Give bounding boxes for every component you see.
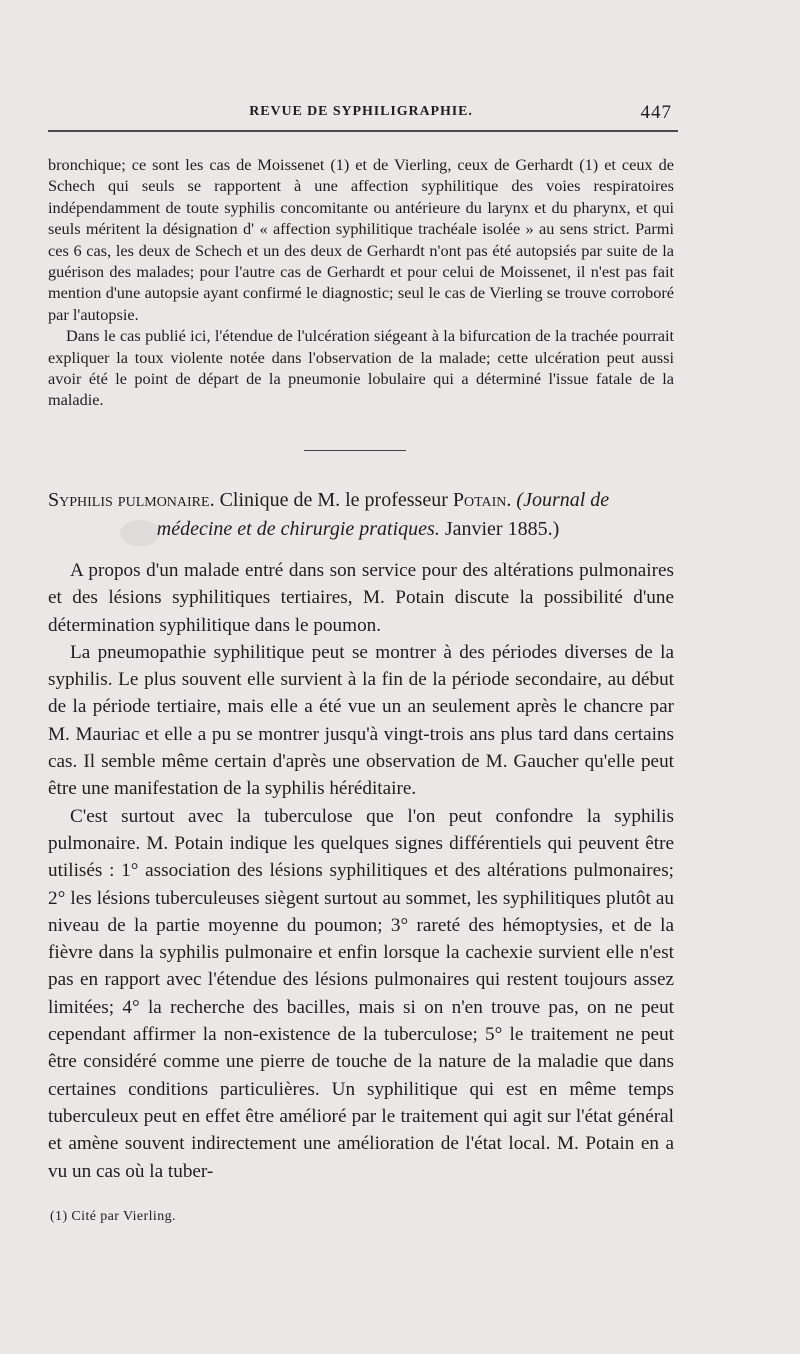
footnote: (1) Cité par Vierling.	[50, 1209, 176, 1224]
article-title	[48, 486, 688, 544]
title-date: Janvier 1885.)	[439, 518, 560, 540]
section-separator	[304, 450, 406, 451]
paragraph: Dans le cas publié ici, l'étendue de l'ulcération siégeant à la bifurcation de la trachée pourrait expliquer la toux violente notée dans l'observation de la malade; cette ulcération peut aussi avoir été le point de départ de la pneumonie lobulaire qui a déterminé l'issue fatale de la maladie.	[48, 326, 674, 410]
page-header	[46, 102, 676, 128]
article-body	[48, 557, 674, 1185]
paragraph: La pneumopathie syphilitique peut se montrer à des périodes diverses de la syphilis. Le plus souvent elle survient à la fin de la période secondaire, au début de la période tertiaire, mais elle a été vue un an seulement après le chancre par M. Mauriac et elle a pu se montrer jusqu'à vingt-trois ans plus tard dans certains cas. Il semble même certain d'après une observation de M. Gaucher qu'elle peut être une manifestation de la syphilis héréditaire.	[48, 641, 674, 800]
paragraph: bronchique; ce sont les cas de Moissenet (1) et de Vierling, ceux de Gerhardt (1) et ceux de Schech qui seuls se rapportent à une affection syphilitique des voies respiratoires indépendamment de toute syphilis concomitante ou antérieure du larynx et du pharynx, et qui seuls méritent la désignation d' « affection syphilitique trachéale isolée » au sens strict. Parmi ces 6 cas, les deux de Schech et un des deux de Gerhardt n'ont pas été autopsiés par suite de la guérison des malades; pour l'autre cas de Gerhardt et pour celui de Moissenet, il n'est pas fait mention d'une autopsie ayant confirmé le diagnostic; seul le cas de Vierling se trouve corroboré par l'autopsie.	[48, 155, 674, 324]
section-continued	[48, 154, 674, 411]
header-rule	[48, 130, 678, 132]
page-number: 447	[640, 102, 672, 123]
title-caps: Syphilis pulmonaire.	[48, 489, 215, 511]
paragraph: A propos d'un malade entré dans son service pour des altérations pulmonaires et des lésions syphilitiques tertiaires, M. Potain discute la possibilité d'une détermination syphilitique dans le poumon.	[48, 560, 674, 636]
paragraph: C'est surtout avec la tuberculose que l'on peut confondre la syphilis pulmonaire. M. Potain indique les quelques signes différentiels qui peuvent être utilisés : 1° association des lésions syphilitiques et des altérations pulmonaires; 2° les lésions tuberculeuses siègent surtout au sommet, les syphilitiques plutôt au niveau de la partie moyenne du poumon; 3° rareté des hémoptysies, et de la fièvre dans la syphilis pulmonaire et enfin lorsque la cachexie survient elle n'est pas en rapport avec l'étendue des lésions pulmonaires qui restent toujours assez limitées; 4° la recherche des bacilles, mais si on n'en trouve pas, on ne peut cependant affirmer la non-existence de la tuberculose; 5° le traitement ne peut être considéré comme une pierre de touche de la nature de la maladie que dans certaines conditions particulières. Un syphilitique qui est en même temps tuberculeux peut en effet être amélioré par le traitement qui agit sur l'état général et amène souvent indirectement une amélioration de l'état local. M. Potain en a vu un cas où la tuber-	[48, 805, 674, 1182]
title-name: Potain.	[452, 489, 512, 511]
title-main: Clinique de M. le professeur	[214, 489, 453, 511]
running-title: REVUE DE SYPHILIGRAPHIE.	[249, 104, 473, 119]
title-journal: (Journal de	[511, 489, 610, 511]
title-journal-2: médecine et de chirurgie pratiques.	[156, 518, 440, 540]
